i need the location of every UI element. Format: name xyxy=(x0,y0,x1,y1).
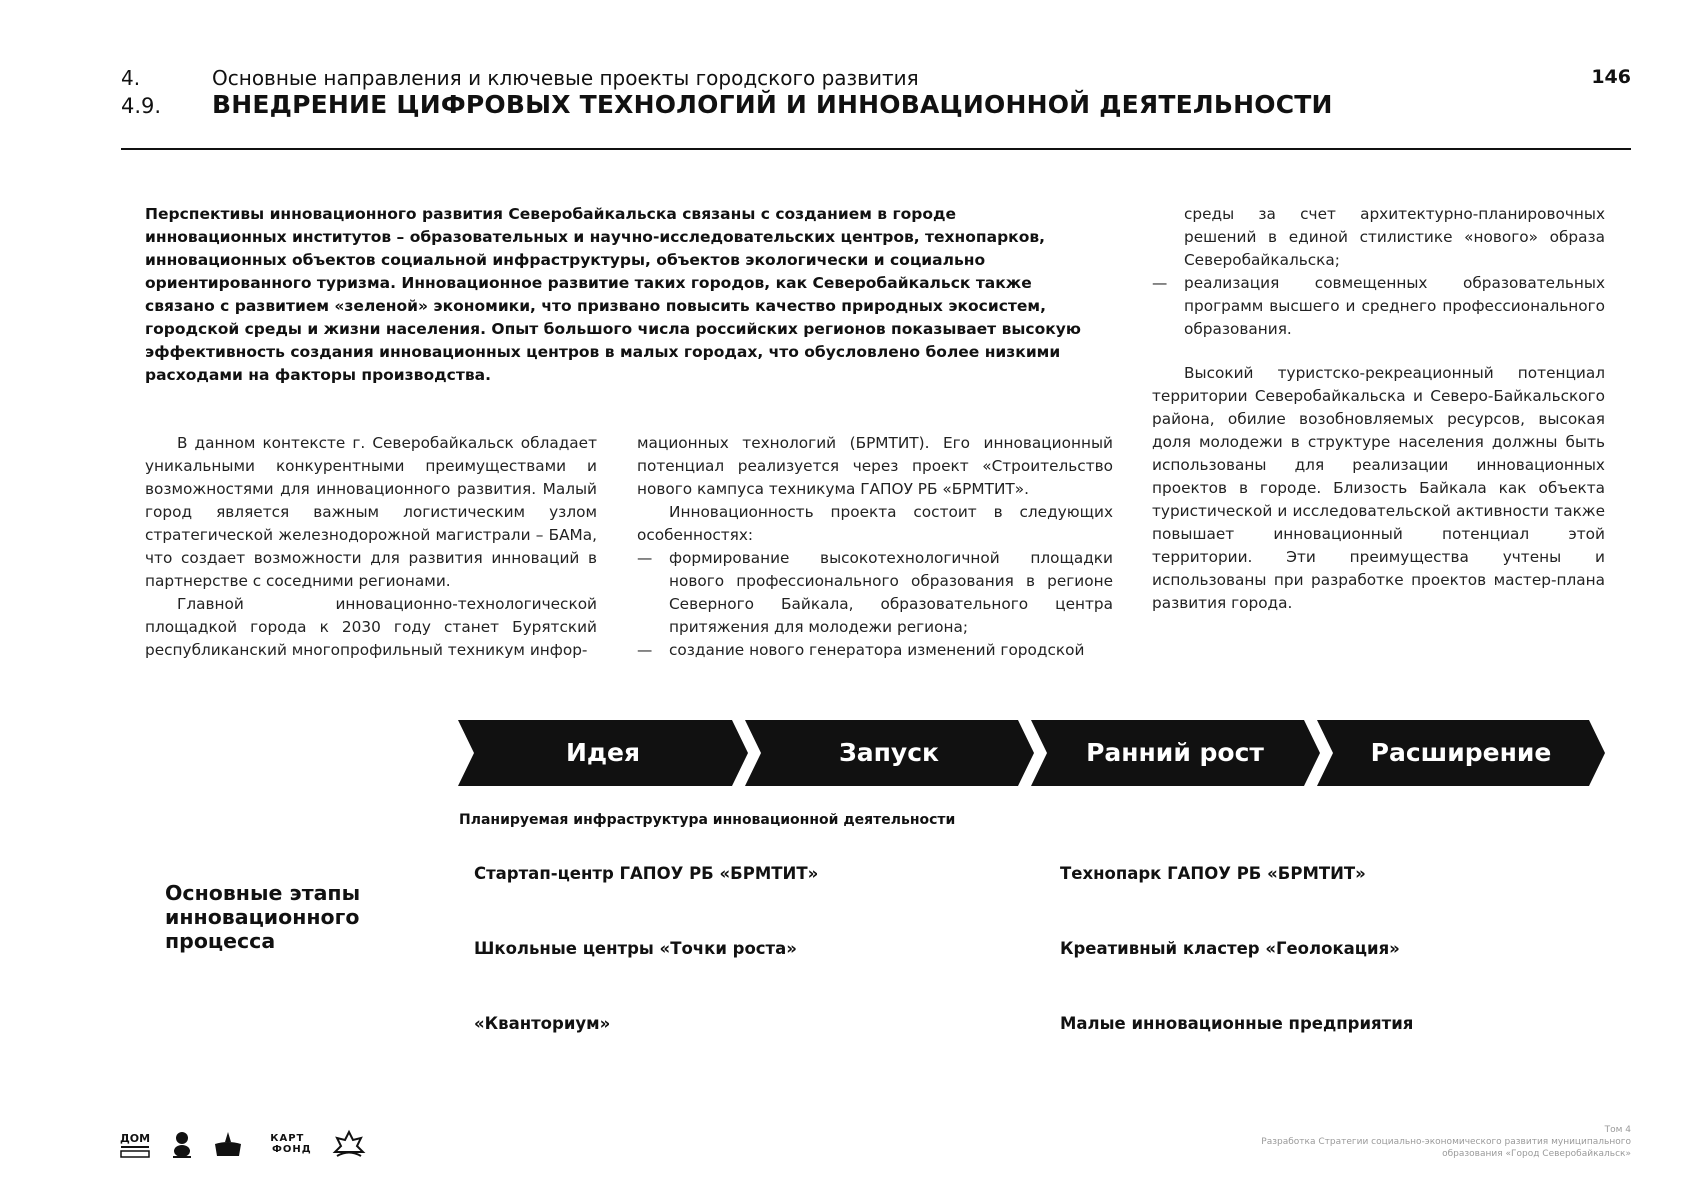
stage-label: Идея xyxy=(565,738,641,767)
stage-label: Расширение xyxy=(1370,738,1552,767)
infrastructure-item: Стартап-центр ГАПОУ РБ «БРМТИТ» xyxy=(474,864,819,883)
footer-note-line: Том 4 xyxy=(1604,1125,1631,1135)
list-item xyxy=(637,547,1113,639)
list-item-continuation xyxy=(1152,203,1605,272)
list-item xyxy=(1152,272,1605,341)
baikal-emblem-logo xyxy=(332,1129,366,1159)
process-stages xyxy=(458,720,1605,786)
subsection-title: ВНЕДРЕНИЕ ЦИФРОВЫХ ТЕХНОЛОГИЙ И ИННОВАЦИОННОЙ ДЕЯТЕЛЬНОСТИ xyxy=(212,90,1333,119)
paragraph-continuation: мационных технологий (БРМТИТ). Его инновационный потенциал реализуется через проект «Строительство нового кампуса техникума ГАПОУ РБ «БРМТИТ». xyxy=(637,434,1113,498)
page-header xyxy=(121,66,1631,119)
text-column-3-bottom xyxy=(1152,362,1605,615)
dash-marker: — xyxy=(1152,274,1168,292)
page-number: 146 xyxy=(1591,66,1631,88)
infrastructure-item: Креативный кластер «Геолокация» xyxy=(1060,939,1400,958)
dash-marker: — xyxy=(637,549,653,567)
boat-icon xyxy=(213,1129,243,1159)
paragraph: В данном контексте г. Северобайкальск обладает уникальными конкурентными преимуществами и возможностями для инновационного развития. Малый город является важным логистическим узлом стратегической железнодорожной магистрали – БАМа, что создает возможности для развития инноваций в партнерстве с соседними регионами. xyxy=(145,434,597,590)
drop-logo xyxy=(171,1129,193,1159)
header-divider xyxy=(121,148,1631,150)
stage-label: Ранний рост xyxy=(1086,738,1264,767)
subsection-heading xyxy=(121,90,1631,119)
section-title: Основные направления и ключевые проекты городского развития xyxy=(212,66,919,90)
dash-marker: — xyxy=(637,641,653,659)
list-item xyxy=(637,639,1113,662)
section-heading xyxy=(121,66,1631,90)
infrastructure-caption: Планируемая инфраструктура инновационной деятельности xyxy=(459,812,956,828)
dom-rf-icon xyxy=(119,1129,151,1159)
dom-rf-logo xyxy=(119,1129,151,1159)
infrastructure-item: Малые инновационные предприятия xyxy=(1060,1014,1414,1033)
drop-icon xyxy=(171,1129,193,1159)
list-item-text: реализация совмещенных образовательных программ высшего и среднего профессионального образования. xyxy=(1184,274,1605,338)
footer-note-line: образования «Город Северобайкальск» xyxy=(1442,1149,1631,1159)
process-title: Основные этапы инновационного процесса xyxy=(165,881,361,953)
subsection-number: 4.9. xyxy=(121,94,162,118)
text-column-3-top xyxy=(1152,203,1605,341)
stage-label: Запуск xyxy=(839,738,939,767)
footer-note-line: Разработка Стратегии социально-экономического развития муниципального xyxy=(1261,1137,1631,1147)
section-number: 4. xyxy=(121,66,141,90)
emblem-icon xyxy=(332,1129,366,1159)
boat-logo xyxy=(213,1129,243,1159)
text-column-2 xyxy=(637,432,1113,662)
infrastructure-item: «Кванториум» xyxy=(474,1014,611,1033)
paragraph: Высокий туристско-рекреационный потенциал территории Северобайкальска и Северо-Байкальского района, обилие возобновляемых ресурсов, высокая доля молодежи в структуре населения должны быть использованы для реализации инновационных проектов в городе. Близость Байкала как объекта туристической и исследовательской активности также повышает инновационный потенциал этой территории. Эти преимущества учтены и использованы при разработке проектов мастер-плана развития города. xyxy=(1152,364,1605,612)
infrastructure-item: Технопарк ГАПОУ РБ «БРМТИТ» xyxy=(1060,864,1366,883)
list-item-text: создание нового генератора изменений городской xyxy=(669,641,1085,659)
footer-logos xyxy=(119,1126,366,1162)
svg-text:ДОМ: ДОМ xyxy=(119,1132,151,1145)
list-item-text: формирование высокотехнологичной площадки нового профессионального образования в регионе Северного Байкала, образовательного центра притяжения для молодежи региона; xyxy=(669,549,1113,636)
kart-fond-text: КАРТ ФОНД xyxy=(270,1133,312,1155)
infrastructure-item: Школьные центры «Точки роста» xyxy=(474,939,797,958)
kart-fond-logo xyxy=(263,1133,312,1155)
paragraph: Инновационность проекта состоит в следующих особенностях: xyxy=(637,503,1113,544)
text-column-1 xyxy=(145,432,597,662)
footer-note xyxy=(1211,1124,1631,1160)
lead-paragraph: Перспективы инновационного развития Северобайкальска связаны с созданием в городе инновационных институтов – образовательных и научно-исследовательских центров, технопарков, инновационных объектов социальной инфраструктуры, объектов экологически и социально ориентированного туризма. Инновационное развитие таких городов, как Северобайкальск также связано с развитием «зеленой» экономики, что призвано повысить качество природных экосистем, городской среды и жизни населения. Опыт большого числа российских регионов показывает высокую эффективность создания инновационных центров в малых городах, что обусловлено более низкими расходами на факторы производства. xyxy=(145,205,1081,384)
list-item-text: среды за счет архитектурно-планировочных решений в единой стилистике «нового» образа Северобайкальска; xyxy=(1184,205,1605,269)
paragraph: Главной инновационно-технологической площадкой города к 2030 году станет Бурятский республиканский многопрофильный техникум инфор- xyxy=(145,595,597,659)
